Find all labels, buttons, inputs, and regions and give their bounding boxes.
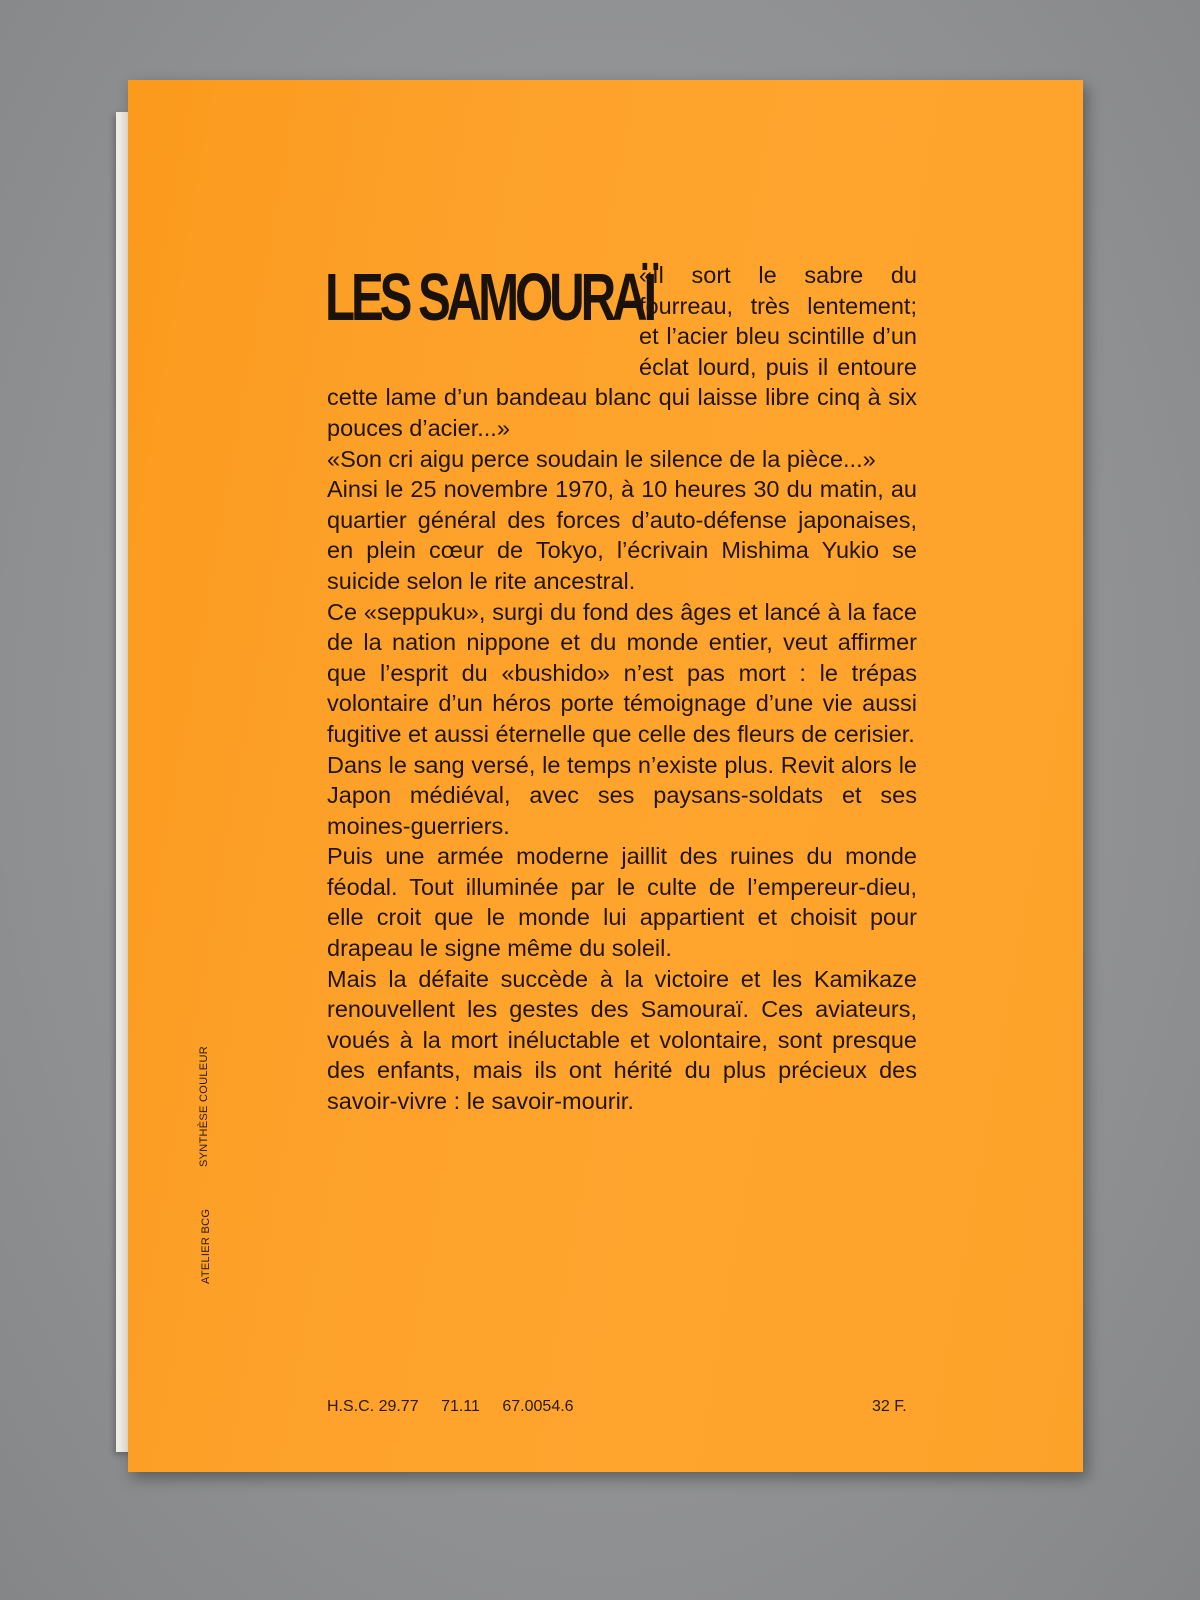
credit-atelier: ATELIER BCG — [200, 1208, 212, 1284]
blurb-paragraph-1: «Il sort le sabre du fourreau, très lentement; et l’acier bleu scintille d’un éclat lourd, puis il entoure cette lame d’un bandeau blanc qui laisse libre cinq à six pouces d’acier...» — [327, 262, 917, 441]
catalog-codes — [327, 1398, 592, 1416]
catalog-code-2: 71.11 — [441, 1398, 480, 1415]
catalog-code-3: 67.0054.6 — [502, 1398, 574, 1415]
blurb-paragraph-6: Puis une armée moderne jaillit des ruines du monde féodal. Tout illuminée par le culte de l’empereur-dieu, elle croit que le monde lui appartient et choisit pour drapeau le signe même du soleil. — [327, 843, 917, 962]
book-title: LES SAMOURAÏ — [325, 259, 654, 335]
price-label: 32 F. — [872, 1398, 907, 1415]
book-blurb — [327, 260, 917, 1117]
blurb-paragraph-5: Dans le sang versé, le temps n’existe plus. Revit alors le Japon médiéval, avec ses paysans-soldats et ses moines-guerriers. — [327, 751, 917, 839]
blurb-paragraph-3: Ainsi le 25 novembre 1970, à 10 heures 30 du matin, au quartier général des forces d’auto-défense japonaises, en plein cœur de Tokyo, l’écrivain Mishima Yukio se suicide selon le rite ancestral. — [327, 476, 917, 594]
blurb-paragraph-4: Ce «seppuku», surgi du fond des âges et lancé à la face de la nation nippone et du monde entier, veut affirmer que l’esprit du «bushido» n’est pas mort : le trépas volontaire d’un héros porte témoignage d’une vie aussi fugitive et aussi éternelle que celle des fleurs de cerisier. — [327, 598, 917, 747]
catalog-code-1: H.S.C. 29.77 — [327, 1398, 419, 1415]
blurb-paragraph-2: «Son cri aigu perce soudain le silence de la pièce...» — [327, 445, 876, 472]
blurb-paragraph-7: Mais la défaite succède à la victoire et les Kamikaze renouvellent les gestes des Samouraï. Ces aviateurs, voués à la mort inéluctable et volontaire, sont presque des enfants, mais ils ont hérité du plus précieux des savoir-vivre : le savoir-mourir. — [327, 965, 917, 1115]
title-spacer — [327, 260, 639, 352]
credit-synthese: SYNTHÈSE COULEUR — [198, 1046, 210, 1167]
